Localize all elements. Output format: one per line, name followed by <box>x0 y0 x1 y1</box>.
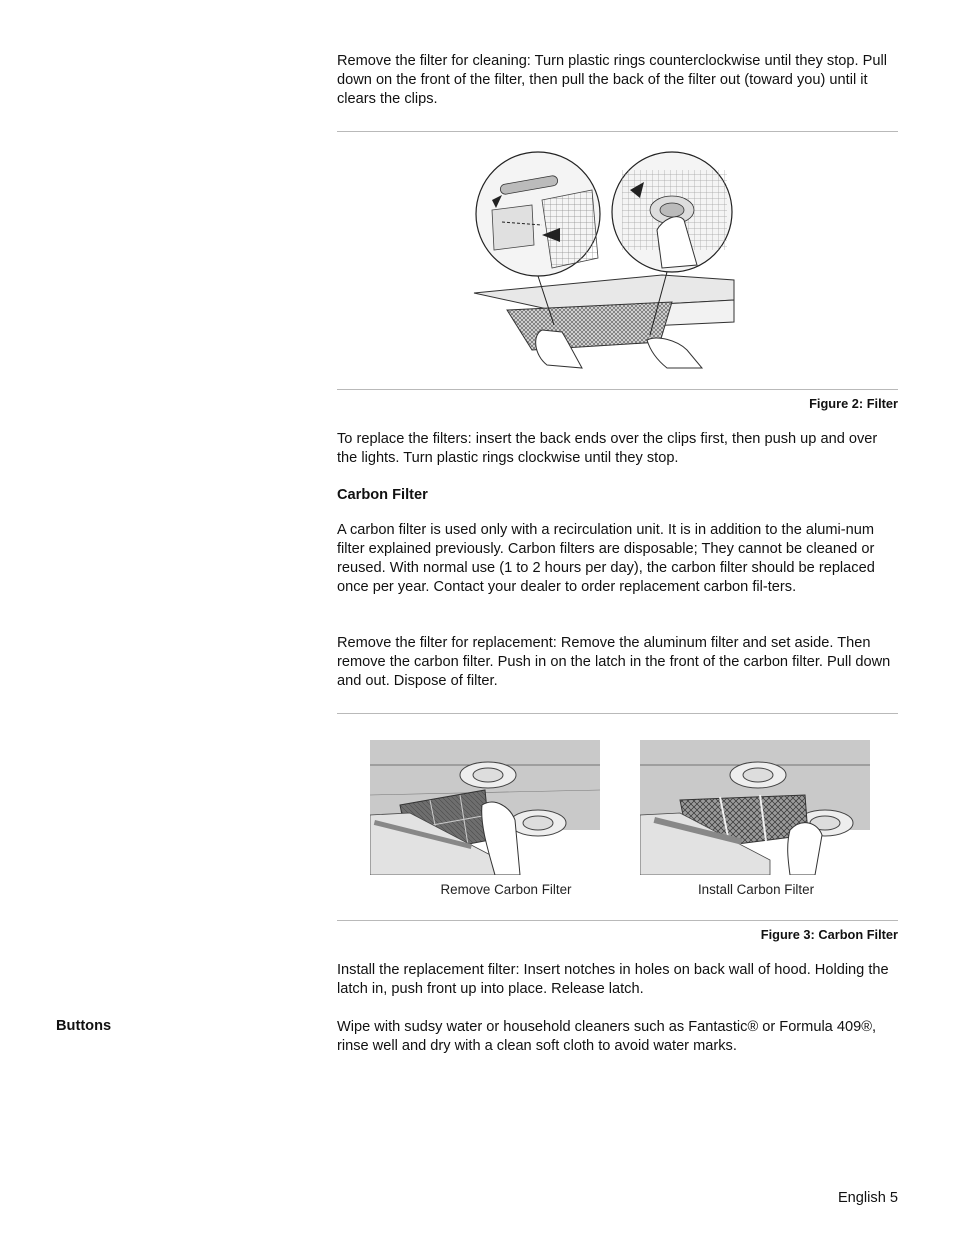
replace-paragraph: To replace the filters: insert the back ends over the clips first, then push up and over the lights. Turn plastic rings clockwise until they stop. <box>337 431 878 466</box>
carbon-filter-paragraph: A carbon filter is used only with a recirculation unit. It is in addition to the alumi-num filter explained previously. Carbon filters are disposable; They cannot be cleaned or reused. With normal use (1 to 2 hours per day), the carbon filter should be replaced once per year. Contact your dealer to order replacement carbon fil-ters. <box>337 522 875 595</box>
remove-carbon-filter-illustration <box>370 735 602 875</box>
buttons-heading: Buttons <box>56 1018 112 1034</box>
buttons-paragraph: Wipe with sudsy water or household cleaners such as Fantastic® or Formula 409®, rinse well and dry with a clean soft cloth to avoid water marks. <box>337 1019 877 1054</box>
figure2-caption: Figure 2: Filter <box>809 396 898 411</box>
install-carbon-filter-label: Install Carbon Filter <box>697 882 815 897</box>
figure3-caption: Figure 3: Carbon Filter <box>760 927 898 942</box>
intro-paragraph: Remove the filter for cleaning: Turn plastic rings counterclockwise until they stop. Pull down on the front of the filter, then pull the back of the filter out (toward you) until it clears the clips. <box>337 53 887 107</box>
carbon-filter-heading: Carbon Filter <box>337 487 428 503</box>
figure3-bottom-rule <box>337 920 898 921</box>
figure2-top-rule <box>337 131 898 132</box>
figure3-top-rule <box>337 713 898 714</box>
remove-carbon-filter-label: Remove Carbon Filter <box>440 882 572 897</box>
figure2-bottom-rule <box>337 389 898 390</box>
install-carbon-filter-illustration <box>640 735 872 875</box>
remove-carbon-paragraph: Remove the filter for replacement: Remove the aluminum filter and set aside. Then remove the carbon filter. Push in on the latch in the front of the carbon filter. Pull down and out. Dispose of filter. <box>337 635 891 689</box>
install-replacement-paragraph: Install the replacement filter: Insert notches in holes on back wall of hood. Holding the latch in, push front up into place. Release latch. <box>337 962 889 997</box>
filter-illustration <box>472 150 736 370</box>
page-number: English 5 <box>837 1190 898 1206</box>
